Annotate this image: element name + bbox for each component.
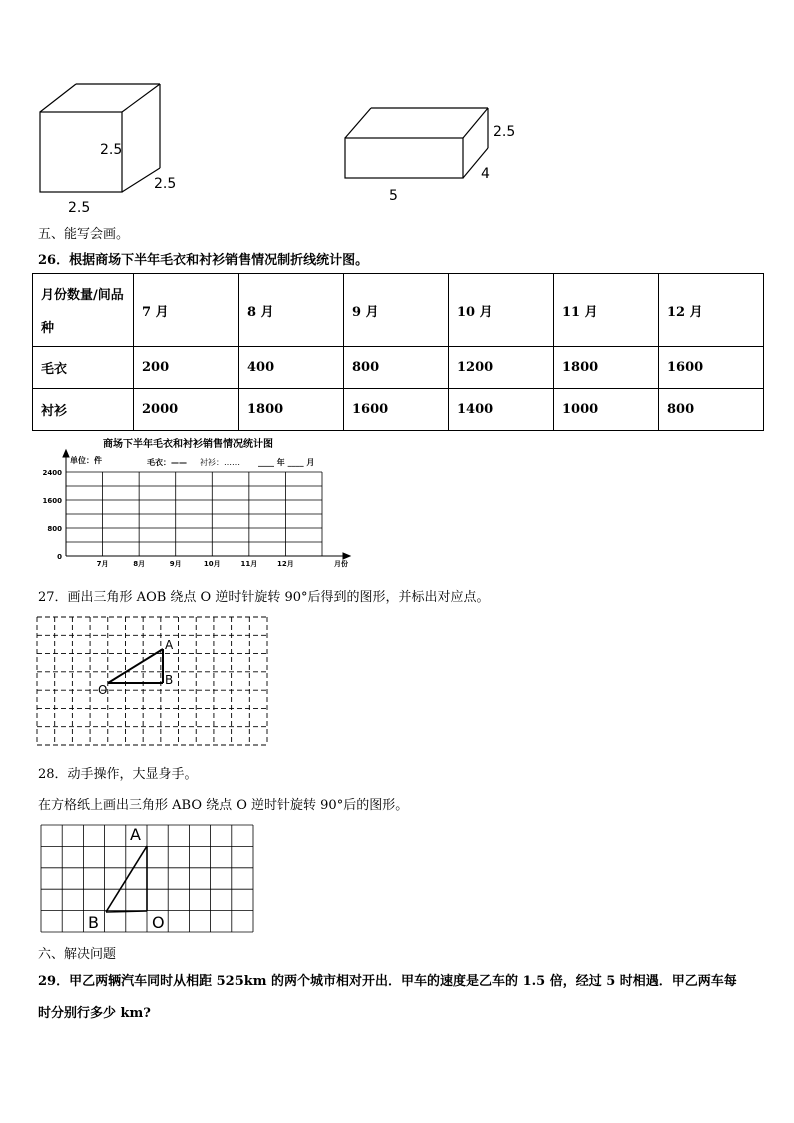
section5-heading: 五、能写会画。 (38, 227, 130, 242)
month-header: 12 月 (659, 274, 764, 347)
cube-label-bottom: 2.5 (68, 200, 91, 216)
q26-text: 26．根据商场下半年毛衣和衬衫销售情况制折线统计图。 (38, 253, 369, 268)
month-header: 9 月 (344, 274, 449, 347)
chart-xtick-label: 8月 (133, 560, 146, 568)
q28-segment-BO (106, 911, 147, 912)
q27-text: 27．画出三角形 AOB 绕点 O 逆时针旋转 90°后得到的图形，并标出对应点。 (38, 590, 490, 605)
chart-xtick-label: 9月 (169, 560, 182, 568)
cuboid-label-length: 5 (389, 188, 398, 204)
q29-line2: 时分别行多少 km? (38, 1006, 151, 1021)
table-cell: 1600 (344, 389, 449, 431)
q28-label-A: A (130, 825, 141, 844)
table-corner-cell (33, 274, 134, 347)
chart-ytick-label: 2400 (42, 469, 62, 477)
section6-heading: 六、解决问题 (38, 947, 117, 962)
chart-title: 商场下半年毛衣和衬衫销售情况统计图 (103, 439, 273, 450)
row-label: 衬衫 (33, 389, 134, 431)
table-cell: 800 (344, 347, 449, 389)
chart-ytick-label: 1600 (42, 497, 62, 505)
q28-label-B: B (88, 913, 99, 932)
q28-subtext: 在方格纸上画出三角形 ABO 绕点 O 逆时针旋转 90°后的图形。 (38, 798, 409, 813)
chart-unit-label: 单位：件 (70, 456, 102, 465)
line-chart (28, 448, 358, 570)
chart-legend-sweater: 毛衣：—— (147, 458, 187, 467)
month-header: 7 月 (134, 274, 239, 347)
cuboid-figure (335, 100, 535, 210)
chart-ytick-label: 0 (57, 553, 62, 561)
cube-figure (30, 80, 200, 220)
cube-label-side: 2.5 (154, 176, 177, 192)
month-header: 11 月 (554, 274, 659, 347)
corner-line2: 种 (41, 321, 55, 336)
table-cell: 1000 (554, 389, 659, 431)
q27-label-O: O (98, 683, 108, 697)
q28-text: 28．动手操作，大显身手。 (38, 767, 198, 782)
row-label: 毛衣 (33, 347, 134, 389)
table-cell: 1400 (449, 389, 554, 431)
cube-label-front: 2.5 (100, 142, 123, 158)
month-header: 8 月 (239, 274, 344, 347)
table-cell: 1800 (554, 347, 659, 389)
cuboid-label-depth: 4 (481, 166, 490, 182)
chart-xtick-label: 12月 (277, 560, 294, 568)
q27-grid-figure (34, 614, 270, 750)
chart-legend-shirt: 衬衫：…… (200, 458, 240, 467)
table-cell: 800 (659, 389, 764, 431)
month-header: 10 月 (449, 274, 554, 347)
table-row (33, 389, 764, 431)
chart-xlabel: 月份 (334, 560, 348, 568)
chart-xtick-label: 10月 (203, 560, 221, 568)
table-cell: 400 (239, 347, 344, 389)
corner-line1: 月份数量/间品 (41, 288, 124, 303)
chart-ytick-label: 800 (47, 525, 62, 533)
q27-label-A: A (165, 638, 174, 652)
table-row (33, 347, 764, 389)
table-cell: 200 (134, 347, 239, 389)
table-cell: 1600 (659, 347, 764, 389)
chart-date-blank: ____ 年 ____ 月 (258, 458, 315, 467)
q29-line1: 29．甲乙两辆汽车同时从相距 525km 的两个城市相对开出．甲车的速度是乙车的 1.5 倍，经过 5 时相遇．甲乙两车每 (38, 974, 737, 989)
table-header-row (33, 274, 764, 347)
q28-label-O: O (152, 913, 165, 932)
chart-xtick-label: 11月 (240, 560, 258, 568)
table-cell: 1800 (239, 389, 344, 431)
q27-label-B: B (165, 673, 174, 687)
table-cell: 2000 (134, 389, 239, 431)
chart-xtick-label: 7月 (96, 560, 109, 568)
table-cell: 1200 (449, 347, 554, 389)
q27-segment-OA (108, 649, 163, 683)
cuboid-label-height: 2.5 (493, 124, 516, 140)
sales-table (32, 273, 764, 431)
q28-segment-AB (106, 846, 147, 912)
q28-grid-figure (38, 822, 258, 936)
